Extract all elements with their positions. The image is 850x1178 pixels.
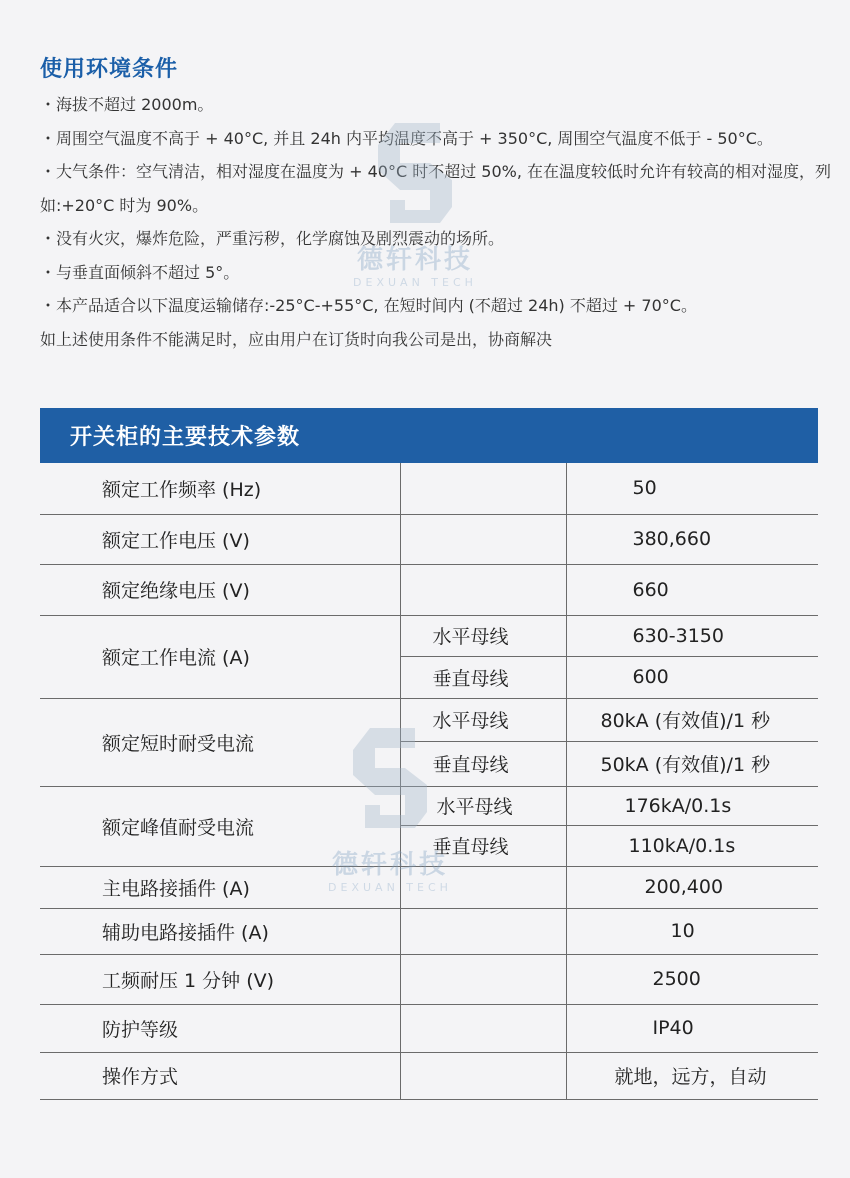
param-value: 200,400	[566, 866, 818, 908]
table-row	[40, 1004, 818, 1052]
param-value: 2500	[566, 954, 818, 1004]
param-sub	[400, 954, 566, 1004]
param-sub	[400, 463, 566, 514]
param-sub: 垂直母线	[400, 825, 566, 866]
param-value: IP40	[566, 1004, 818, 1052]
param-label: 防护等级	[40, 1004, 400, 1052]
param-value: 660	[566, 564, 818, 615]
param-sub: 水平母线	[400, 786, 566, 825]
table-row	[40, 514, 818, 564]
param-label: 主电路接插件 (A)	[40, 866, 400, 908]
condition-item: ・ 海拔不超过 2000m。	[40, 88, 840, 122]
param-value: 50kA (有效值)/1 秒	[566, 741, 818, 786]
param-value: 110kA/0.1s	[566, 825, 818, 866]
table-row	[40, 908, 818, 954]
params-grid	[40, 463, 818, 1100]
param-value: 就地，远方，自动	[566, 1052, 818, 1099]
watermark-name: 德轩科技	[356, 245, 473, 275]
condition-item: ・ 与垂直面倾斜不超过 5°。	[40, 256, 840, 290]
param-sub: 垂直母线	[400, 741, 566, 786]
param-sub: 水平母线	[400, 698, 566, 741]
param-sub	[400, 1052, 566, 1099]
condition-item: ・ 大气条件：空气清洁，相对湿度在温度为 + 40°C 时不超过 50%, 在在温度较低时允许有较高的相对湿度，列如:+20°C 时为 90%。	[40, 155, 840, 222]
param-value: 10	[566, 908, 818, 954]
param-sub: 水平母线	[400, 615, 566, 656]
param-value: 630-3150	[566, 615, 818, 656]
param-sub	[400, 514, 566, 564]
table-row	[40, 564, 818, 615]
param-label: 额定峰值耐受电流	[40, 786, 400, 866]
param-value: 600	[566, 656, 818, 698]
param-label: 额定绝缘电压 (V)	[40, 564, 400, 615]
param-label: 额定工作频率 (Hz)	[40, 463, 400, 514]
table-row	[40, 698, 818, 741]
param-label: 操作方式	[40, 1052, 400, 1099]
param-sub	[400, 1004, 566, 1052]
params-table	[40, 408, 818, 1100]
table-row	[40, 786, 818, 825]
condition-note: 如上述使用条件不能满足时，应由用户在订货时向我公司是出，协商解决	[40, 329, 553, 349]
table-row	[40, 615, 818, 656]
param-label: 工频耐压 1 分钟 (V)	[40, 954, 400, 1004]
param-value: 50	[566, 463, 818, 514]
param-sub	[400, 866, 566, 908]
param-label: 额定工作电流 (A)	[40, 615, 400, 698]
watermark-sub: DEXUAN TECH	[353, 276, 477, 289]
condition-item: ・ 没有火灾，爆炸危险，严重污秽，化学腐蚀及剧烈震动的场所。	[40, 222, 840, 256]
param-value: 380,660	[566, 514, 818, 564]
param-label: 额定短时耐受电流	[40, 698, 400, 786]
condition-item: ・ 本产品适合以下温度运输储存:-25°C-+55°C, 在短时间内 (不超过 24h) 不超过 + 70°C。	[40, 289, 840, 323]
table-row	[40, 1052, 818, 1099]
param-sub: 垂直母线	[400, 656, 566, 698]
table-title: 开关柜的主要技术参数	[40, 408, 818, 463]
param-sub	[400, 908, 566, 954]
param-sub	[400, 564, 566, 615]
param-label: 额定工作电压 (V)	[40, 514, 400, 564]
param-label: 辅助电路接插件 (A)	[40, 908, 400, 954]
conditions-list	[40, 88, 840, 356]
watermark-sub: DEXUAN TECH	[328, 881, 452, 894]
table-row	[40, 954, 818, 1004]
condition-item: ・ 周围空气温度不高于 + 40°C, 并且 24h 内平均温度不高于 + 350°C, 周围空气温度不低于 - 50°C。	[40, 122, 840, 156]
param-value: 80kA (有效值)/1 秒	[566, 698, 818, 741]
param-value: 176kA/0.1s	[566, 786, 818, 825]
table-row	[40, 866, 818, 908]
table-row	[40, 463, 818, 514]
watermark-name: 德轩科技	[331, 850, 448, 880]
section-title: 使用环境条件	[40, 57, 179, 82]
